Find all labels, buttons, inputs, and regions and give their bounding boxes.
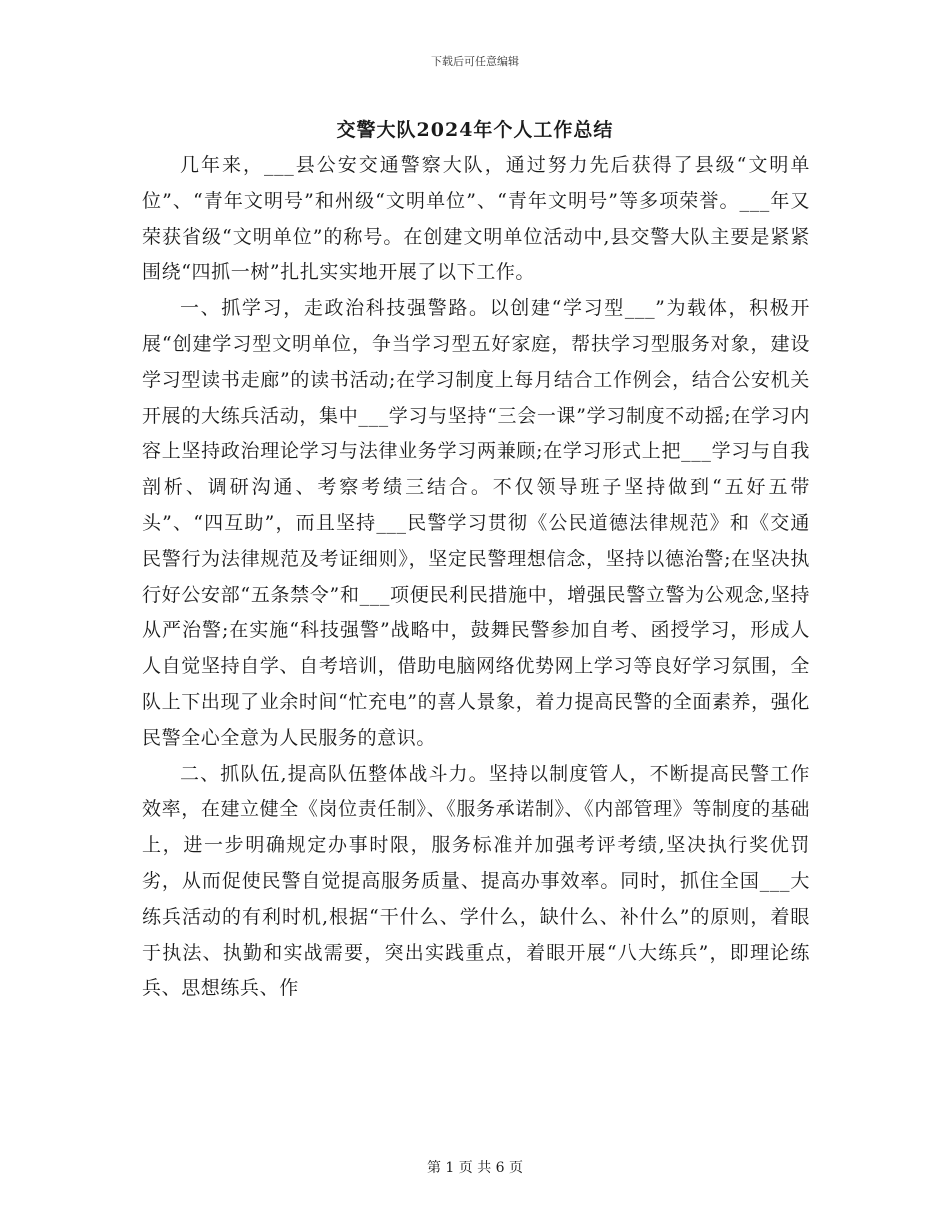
paragraph-team: 二、抓队伍,提高队伍整体战斗力。坚持以制度管人，不断提高民警工作效率，在建立健全《岗位责任制》、《服务承诺制》、《内部管理》等制度的基础上，进一步明确规定办事时限，服务标准并加强考评考绩,坚决执行奖优罚劣，从而促使民警自觉提高服务质量、提高办事效率。同时，抓住全国___大练兵活动的有利时机,根据“干什么、学什么，缺什么、补什么”的原则，着眼于执法、执勤和实战需要，突出实践重点，着眼开展“八大练兵”，即理论练兵、思想练兵、作 [142, 762, 810, 1000]
header-note: 下载后可任意编辑 [431, 55, 519, 68]
paragraph-study: 一、抓学习，走政治科技强警路。以创建“学习型___”为载体，积极开展“创建学习型文明单位，争当学习型五好家庭，帮扶学习型服务对象，建设学习型读书走廊”的读书活动;在学习制度上每月结合工作例会，结合公安机关开展的大练兵活动，集中___学习与坚持“三会一课”学习制度不动摇;在学习内容上坚持政治理论学习与法律业务学习两兼顾;在学习形式上把___学习与自我剖析、调研沟通、考察考绩三结合。不仅领导班子坚持做到“五好五带头”、“四互助”，而且坚持___民警学习贯彻《公民道德法律规范》和《交通民警行为法律规范及考证细则》，坚定民警理想信念，坚持以德治警;在坚决执行好公安部“五条禁令”和___项便民利民措施中，增强民警立警为公观念,坚持从严治警;在实施“科技强警”战略中，鼓舞民警参加自考、函授学习，形成人人自觉坚持自学、自考培训，借助电脑网络优势网上学习等良好学习氛围，全队上下出现了业余时间“忙充电”的喜人景象，着力提高民警的全面素养，强化民警全心全意为人民服务的意识。 [142, 297, 810, 749]
document-body [142, 148, 810, 1007]
document-title: 交警大队2024年个人工作总结 [336, 119, 614, 141]
paragraph-intro: 几年来，___县公安交通警察大队，通过努力先后获得了县级“文明单位”、“青年文明号”和州级“文明单位”、“青年文明号”等多项荣誉。___年又荣获省级“文明单位”的称号。在创建文明单位活动中,县交警大队主要是紧紧围绕“四抓一树”扎扎实实地开展了以下工作。 [142, 154, 810, 284]
page-number-footer: 第 1 页 共 6 页 [426, 1160, 524, 1176]
